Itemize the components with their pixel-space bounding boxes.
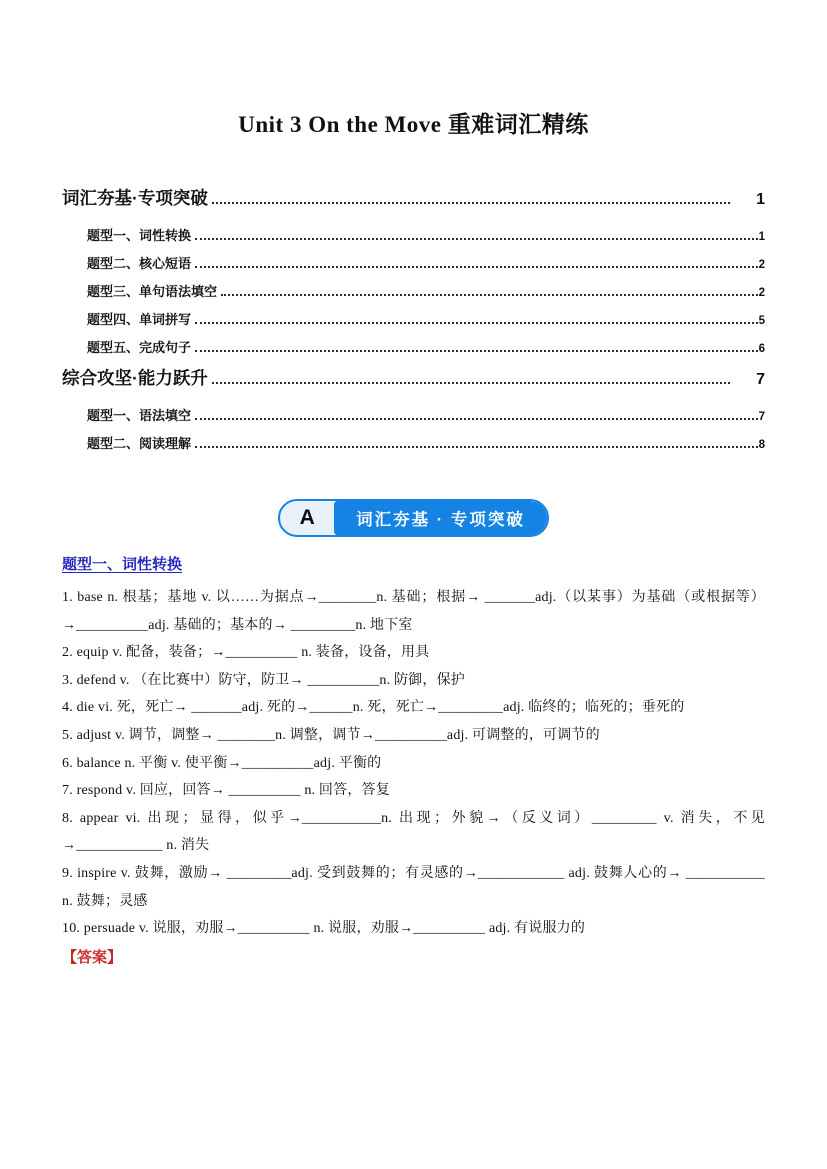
toc-dot-leader [195, 266, 758, 268]
toc-entry-label: 题型一、词性转换 [87, 228, 192, 243]
toc-entry-label: 题型四、单词拼写 [87, 312, 192, 327]
vocab-item-10: 10. persuade v. 说服，劝服→__________ n. 说服，劝服→__________ adj. 有说服力的 [62, 921, 586, 937]
toc-dot-leader [195, 238, 758, 240]
toc-entry-label: 综合攻坚·能力跃升 [62, 368, 208, 388]
vocab-item-1: 1. base n. 根基；基地 v. 以……为据点→________n. 基础；根据→ _______adj.（以某事）为基础（或根据等）→__________adj. 基础的；基本的→ _________n. 地下室 [62, 590, 765, 633]
toc-page-number: 5 [758, 315, 765, 327]
toc-entry-grammar-fill-2[interactable] [62, 405, 765, 433]
toc-dot-leader [195, 446, 758, 448]
vocab-item-5: 5. adjust v. 调节，调整→ ________n. 调整，调节→__________adj. 可调整的，可调节的 [62, 727, 600, 743]
toc-dot-leader [212, 202, 730, 204]
toc-dot-leader [221, 294, 758, 296]
toc-entry-label: 词汇夯基·专项突破 [62, 188, 208, 208]
vocab-item-6: 6. balance n. 平衡 v. 使平衡→__________adj. 平衡的 [62, 755, 382, 771]
toc-dot-leader [195, 418, 758, 420]
toc-entry-reading-comprehension[interactable] [62, 433, 765, 461]
answer-label: 【答案】 [62, 949, 123, 966]
section-a-badge [278, 499, 549, 537]
section-badge-container [62, 499, 765, 537]
toc-page-number: 8 [758, 439, 765, 451]
vocab-item-2: 2. equip v. 配备，装备；→__________ n. 装备，设备，用具 [62, 645, 430, 661]
vocab-item-3: 3. defend v. （在比赛中）防守，防卫→ __________n. 防御，保护 [62, 672, 465, 688]
toc-page-number: 7 [756, 371, 765, 388]
vocab-item-8: 8. appear vi. 出现；显得，似乎→___________n. 出现；外貌→（反义词）_________ v. 消失，不见→____________ n. 消失 [62, 810, 765, 854]
toc-entry-comprehensive-section[interactable] [62, 365, 765, 405]
vocab-item-4: 4. die vi. 死，死亡→ _______adj. 死的→______n. 死，死亡→_________adj. 临终的；临死的；垂死的 [62, 700, 685, 716]
toc-dot-leader [195, 322, 758, 324]
toc-dot-leader [195, 350, 758, 352]
badge-letter: A [299, 506, 315, 529]
vocab-exercise-list [62, 584, 765, 972]
toc-entry-label: 题型三、单句语法填空 [87, 284, 218, 299]
toc-entry-grammar-fill[interactable] [62, 281, 765, 309]
toc-page-number: 6 [758, 343, 765, 355]
page-title: Unit 3 On the Move 重难词汇精练 [238, 112, 589, 137]
toc-page-number: 1 [758, 231, 765, 243]
toc-page-number: 1 [756, 191, 765, 208]
vocab-item-9: 9. inspire v. 鼓舞，激励→ _________adj. 受到鼓舞的；有灵感的→____________ adj. 鼓舞人心的→ ___________ n. 鼓舞；灵感 [62, 865, 765, 909]
toc-entry-complete-sentences[interactable] [62, 337, 765, 365]
toc-entry-label: 题型一、语法填空 [87, 408, 192, 423]
toc-dot-leader [212, 382, 730, 384]
badge-label: 词汇夯基 · 专项突破 [334, 501, 547, 535]
toc-entry-vocab-section[interactable] [62, 185, 765, 225]
toc-entry-word-conversion[interactable] [62, 225, 765, 253]
vocab-item-7: 7. respond v. 回应，回答→ __________ n. 回答，答复 [62, 783, 390, 799]
toc-entry-label: 题型五、完成句子 [87, 340, 192, 355]
toc-entry-label: 题型二、核心短语 [87, 256, 192, 271]
toc-page-number: 2 [758, 259, 765, 271]
toc-page-number: 2 [758, 287, 765, 299]
toc-entry-core-phrases[interactable] [62, 253, 765, 281]
section-heading: 题型一、词性转换 [62, 556, 183, 573]
toc-entry-label: 题型二、阅读理解 [87, 436, 192, 451]
toc-entry-word-spelling[interactable] [62, 309, 765, 337]
table-of-contents [62, 185, 765, 461]
toc-page-number: 7 [758, 411, 765, 423]
